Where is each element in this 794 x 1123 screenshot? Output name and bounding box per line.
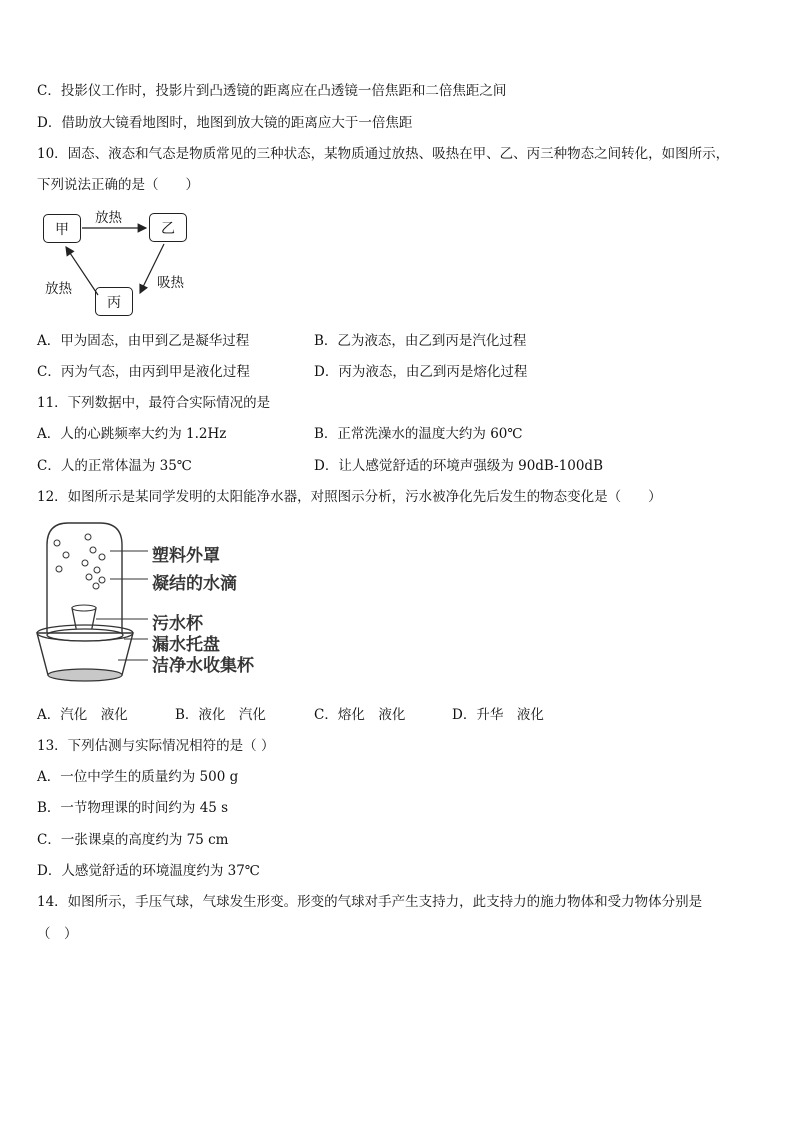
node-bing: 丙 (95, 287, 133, 316)
q12-option-c: C．熔化 液化 (314, 707, 406, 723)
q13-stem: 13．下列估测与实际情况相符的是（ ） (37, 738, 275, 754)
q11-option-d: D．让人感觉舒适的环境声强级为 90dB-100dB (314, 458, 603, 474)
q10-stem-line1: 10．固态、液态和气态是物质常见的三种状态，某物质通过放热、吸热在甲、乙、丙三种物态之间转化，如图所示， (37, 146, 730, 162)
q14-stem-line2: （ ） (37, 926, 78, 942)
water-droplets (54, 534, 105, 589)
label-plastic-cover: 塑料外罩 (152, 546, 220, 566)
q13-option-a: A．一位中学生的质量约为 500 g (37, 769, 239, 785)
q12-option-b: B．液化 汽化 (175, 707, 266, 723)
q11-option-c: C．人的正常体温为 35℃ (37, 458, 192, 474)
q9-option-c: C．投影仪工作时，投影片到凸透镜的距离应在凸透镜一倍焦距和二倍焦距之间 (37, 83, 507, 99)
q10-option-b: B．乙为液态，由乙到丙是汽化过程 (314, 333, 527, 349)
q10-stem-line2: 下列说法正确的是（ ） (37, 177, 199, 193)
label-water-drops: 凝结的水滴 (152, 574, 237, 594)
q13-option-c: C．一张课桌的高度约为 75 cm (37, 832, 229, 848)
q12-option-d: D．升华 液化 (452, 707, 544, 723)
label-jia-yi: 放热 (95, 210, 122, 226)
q13-option-d: D．人感觉舒适的环境温度约为 37℃ (37, 863, 260, 879)
q10-option-c: C．丙为气态，由丙到甲是液化过程 (37, 364, 250, 380)
diagram-arrows (40, 205, 230, 325)
q12-option-a: A．汽化 液化 (37, 707, 128, 723)
q13-option-b: B．一节物理课的时间约为 45 s (37, 800, 229, 816)
label-bing-jia: 放热 (45, 281, 72, 297)
state-transition-diagram (40, 205, 230, 325)
label-tray: 漏水托盘 (152, 635, 220, 655)
q10-option-a: A．甲为固态，由甲到乙是凝华过程 (37, 333, 250, 349)
label-collector: 洁净水收集杯 (152, 656, 254, 676)
clean-water-shape (48, 669, 122, 681)
label-yi-bing: 吸热 (157, 275, 184, 291)
q9-option-d: D．借助放大镜看地图时，地图到放大镜的距离应大于一倍焦距 (37, 115, 413, 131)
label-dirty-water-cup: 污水杯 (152, 614, 203, 634)
q14-stem-line1: 14．如图所示，手压气球，气球发生形变。形变的气球对手产生支持力，此支持力的施力物体和受力物体分别是 (37, 894, 703, 910)
node-yi: 乙 (149, 213, 187, 242)
q12-stem: 12．如图所示是某同学发明的太阳能净水器，对照图示分析，污水被净化先后发生的物态变化是（ ） (37, 489, 662, 505)
purifier-drawing (30, 515, 150, 690)
solar-water-purifier-figure (30, 515, 290, 690)
q11-stem: 11．下列数据中，最符合实际情况的是 (37, 395, 271, 411)
q11-option-b: B．正常洗澡水的温度大约为 60℃ (314, 426, 523, 442)
node-jia: 甲 (43, 214, 81, 243)
q11-option-a: A．人的心跳频率大约为 1.2Hz (37, 426, 227, 442)
q10-option-d: D．丙为液态，由乙到丙是熔化过程 (314, 364, 528, 380)
